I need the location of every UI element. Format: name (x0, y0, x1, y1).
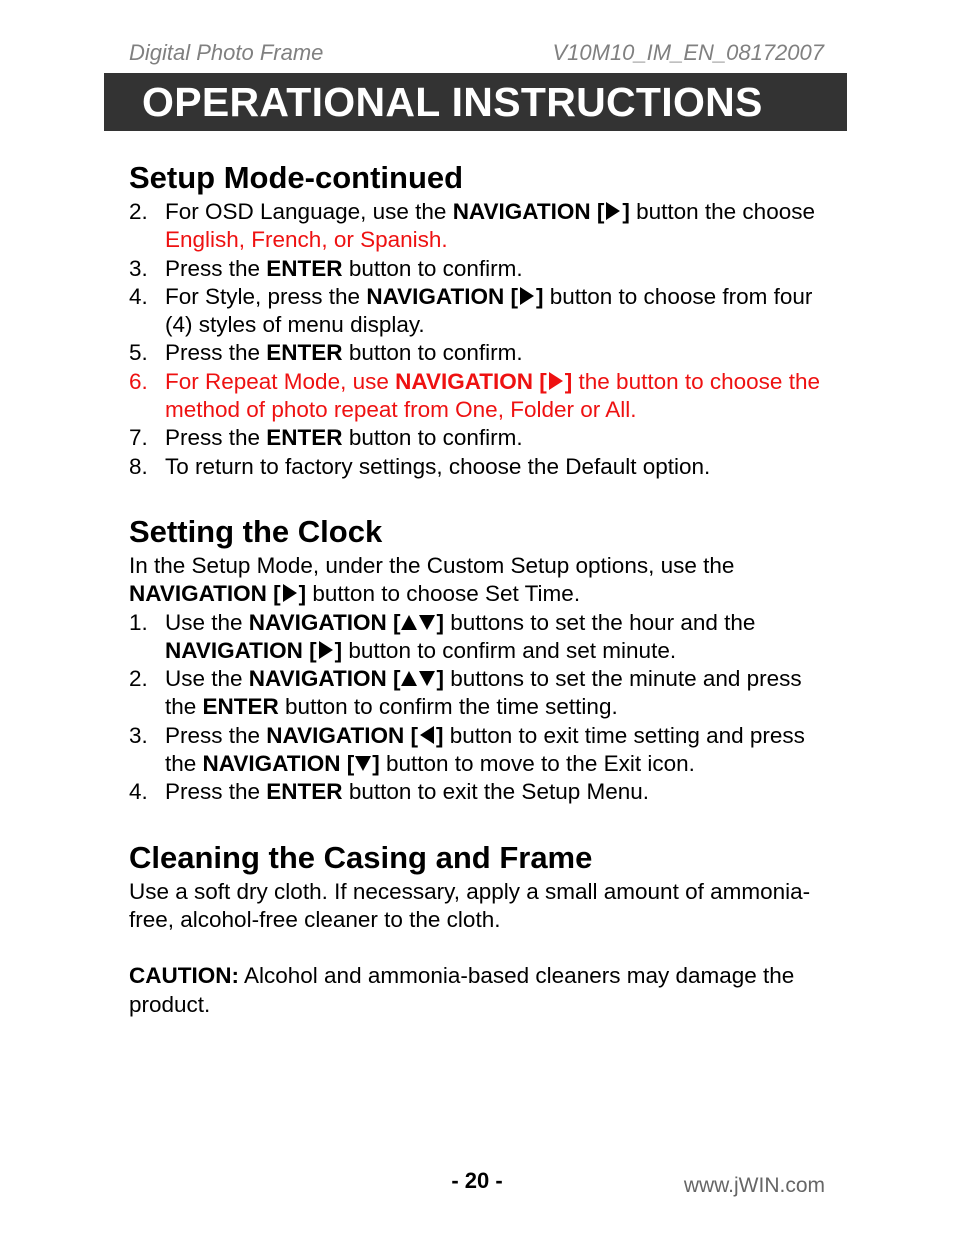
right-triangle-icon (520, 287, 534, 305)
page-content (129, 158, 829, 1019)
cleaning-heading: Cleaning the Casing and Frame (129, 839, 593, 875)
right-triangle-icon (283, 584, 297, 602)
list-item: 3. Press the NAVIGATION [ ] button to exit time setting and press the NAVIGATION [ ] button to move to the Exit icon. (129, 722, 805, 777)
down-triangle-icon (355, 756, 371, 771)
list-item: 3. Press the ENTER button to confirm. (129, 255, 523, 281)
right-triangle-icon (549, 372, 563, 390)
list-item: 7. Press the ENTER button to confirm. (129, 425, 523, 451)
up-triangle-icon (401, 615, 417, 630)
list-item: 2. For OSD Language, use the NAVIGATION [ ] button the choose English, French, or Spanish. (129, 199, 815, 253)
up-triangle-icon (401, 671, 417, 686)
doc-code: V10M10_IM_EN_08172007 (552, 40, 824, 65)
list-item-highlighted: 6. For Repeat Mode, use NAVIGATION [ ] the button to choose the method of photo repeat from One, Folder or All. (129, 368, 820, 423)
right-triangle-icon (319, 641, 333, 659)
list-item: 1. Use the NAVIGATION [ ] buttons to set the hour and the NAVIGATION [ ] button to confirm and set minute. (129, 609, 756, 663)
setup-steps (129, 198, 829, 481)
cleaning-body: Use a soft dry cloth. If necessary, apply a small amount of ammonia-free, alcohol-free cleaner to the cloth. (129, 878, 811, 932)
clock-intro: In the Setup Mode, under the Custom Setup options, use the NAVIGATION [ ] button to choose Set Time. (129, 552, 735, 607)
right-triangle-icon (606, 202, 620, 220)
caution-note: CAUTION: Alcohol and ammonia-based cleaners may damage the product. (129, 963, 795, 1017)
doc-title: Digital Photo Frame (129, 40, 324, 65)
setup-heading: Setup Mode-continued (129, 160, 464, 195)
website-url: www.jWIN.com (683, 1174, 825, 1197)
list-item: 8. To return to factory settings, choose the Default option. (129, 453, 711, 479)
list-item: 5. Press the ENTER button to confirm. (129, 340, 523, 366)
caution-label: CAUTION: (129, 963, 239, 989)
left-triangle-icon (420, 726, 434, 744)
clock-steps (129, 609, 829, 807)
page-number: - 20 - (451, 1168, 503, 1193)
down-triangle-icon (419, 615, 435, 630)
clock-heading: Setting the Clock (129, 513, 383, 549)
list-item: 4. Press the ENTER button to exit the Setup Menu. (129, 779, 650, 805)
list-item: 4. For Style, press the NAVIGATION [ ] button to choose from four (4) styles of menu display. (129, 283, 813, 338)
down-triangle-icon (419, 671, 435, 686)
list-item: 2. Use the NAVIGATION [ ] buttons to set the minute and press the ENTER button to confirm the time setting. (129, 666, 802, 720)
section-banner (104, 73, 847, 131)
banner-title: OPERATIONAL INSTRUCTIONS (142, 79, 763, 125)
